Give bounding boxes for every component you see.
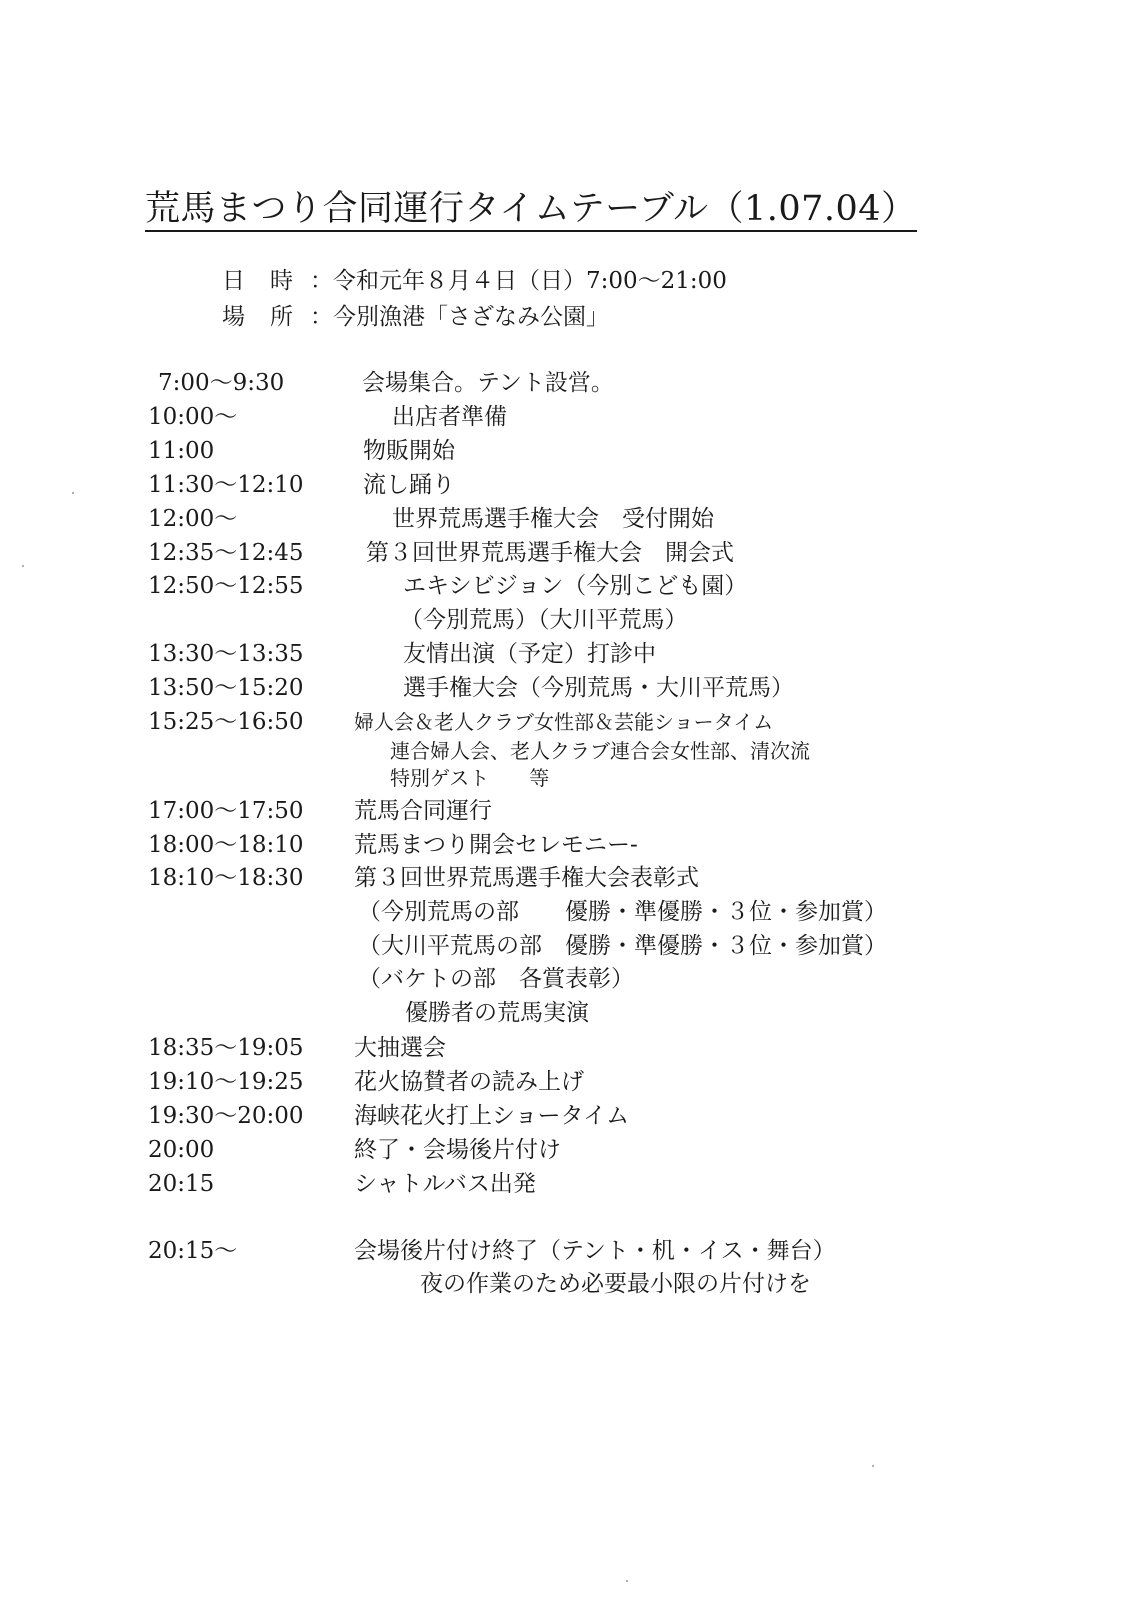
schedule-time: 12:00〜 — [148, 506, 238, 532]
scan-speck — [872, 1465, 874, 1467]
schedule-time: 20:00 — [148, 1137, 215, 1163]
schedule-time: 19:10〜19:25 — [148, 1069, 304, 1095]
schedule-subline: （大川平荒馬の部 優勝・準優勝・３位・参加賞） — [358, 933, 887, 959]
schedule-time: 11:30〜12:10 — [148, 472, 304, 498]
scan-speck — [22, 565, 24, 567]
schedule-desc: 第３回世界荒馬選手権大会 開会式 — [366, 540, 734, 566]
date-value: ：令和元年８月４日（日）7:00〜21:00 — [310, 268, 727, 294]
schedule-time: 12:50〜12:55 — [148, 573, 304, 599]
document-title: 荒馬まつり合同運行タイムテーブル（1.07.04） — [145, 188, 917, 232]
place-value: ：今別漁港「さざなみ公園」 — [310, 304, 609, 330]
schedule-desc: 荒馬まつり開会セレモニー‐ — [354, 832, 638, 858]
schedule-time: 18:35〜19:05 — [148, 1035, 304, 1061]
date-label-2: 時 — [270, 268, 293, 294]
place-label-1: 場 — [222, 304, 245, 330]
schedule-desc: 婦人会＆老人クラブ女性部＆芸能ショータイム — [354, 710, 774, 734]
schedule-desc: 終了・会場後片付け — [354, 1137, 561, 1163]
schedule-time: 17:00〜17:50 — [148, 798, 304, 824]
schedule-desc: 会場集合。テント設営。 — [362, 370, 614, 396]
schedule-subline: （今別荒馬の部 優勝・準優勝・３位・参加賞） — [358, 899, 887, 925]
schedule-desc: シャトルバス出発 — [354, 1171, 536, 1197]
place-label-2: 所 — [270, 304, 293, 330]
scan-speck — [626, 1580, 628, 1582]
schedule-subline: （バケトの部 各賞表彰） — [358, 966, 634, 992]
schedule-desc: 出店者準備 — [392, 404, 507, 430]
schedule-time: 13:50〜15:20 — [148, 675, 304, 701]
schedule-desc: 友情出演（予定）打診中 — [403, 641, 656, 667]
schedule-desc: 第３回世界荒馬選手権大会表彰式 — [354, 865, 699, 891]
schedule-desc: エキシビジョン（今別こども園） — [403, 573, 748, 599]
schedule-time: 20:15 — [148, 1171, 215, 1197]
schedule-subline: （今別荒馬）（大川平荒馬） — [400, 607, 688, 633]
scan-speck — [72, 492, 74, 494]
schedule-desc: 海峡花火打上ショータイム — [354, 1103, 630, 1129]
schedule-time: 10:00〜 — [148, 404, 238, 430]
schedule-time: 20:15〜 — [148, 1238, 238, 1264]
schedule-desc: 世界荒馬選手権大会 受付開始 — [392, 506, 714, 532]
schedule-time: 18:00〜18:10 — [148, 832, 304, 858]
schedule-time: 7:00〜9:30 — [158, 370, 285, 396]
schedule-subline: 夜の作業のため必要最小限の片付けを — [420, 1271, 811, 1297]
schedule-time: 12:35〜12:45 — [148, 540, 304, 566]
date-line — [222, 266, 727, 296]
schedule-time: 19:30〜20:00 — [148, 1103, 304, 1129]
schedule-desc: 流し踊り — [363, 472, 455, 498]
schedule-desc: 会場後片付け終了（テント・机・イス・舞台） — [354, 1238, 836, 1264]
schedule-time: 15:25〜16:50 — [148, 709, 304, 735]
schedule-time: 18:10〜18:30 — [148, 865, 304, 891]
schedule-subline: 連合婦人会、老人クラブ連合会女性部、清次流 — [390, 739, 810, 763]
place-line — [222, 302, 609, 332]
schedule-desc: 花火協賛者の読み上げ — [354, 1069, 584, 1095]
schedule-desc: 選手権大会（今別荒馬・大川平荒馬） — [403, 675, 794, 701]
date-label-1: 日 — [222, 268, 245, 294]
schedule-subline: 特別ゲスト 等 — [390, 766, 550, 790]
schedule-desc: 荒馬合同運行 — [354, 798, 492, 824]
schedule-subline: 優勝者の荒馬実演 — [405, 1000, 589, 1026]
schedule-time: 13:30〜13:35 — [148, 641, 304, 667]
schedule-time: 11:00 — [148, 438, 215, 464]
schedule-desc: 大抽選会 — [354, 1035, 446, 1061]
schedule-desc: 物販開始 — [363, 438, 455, 464]
